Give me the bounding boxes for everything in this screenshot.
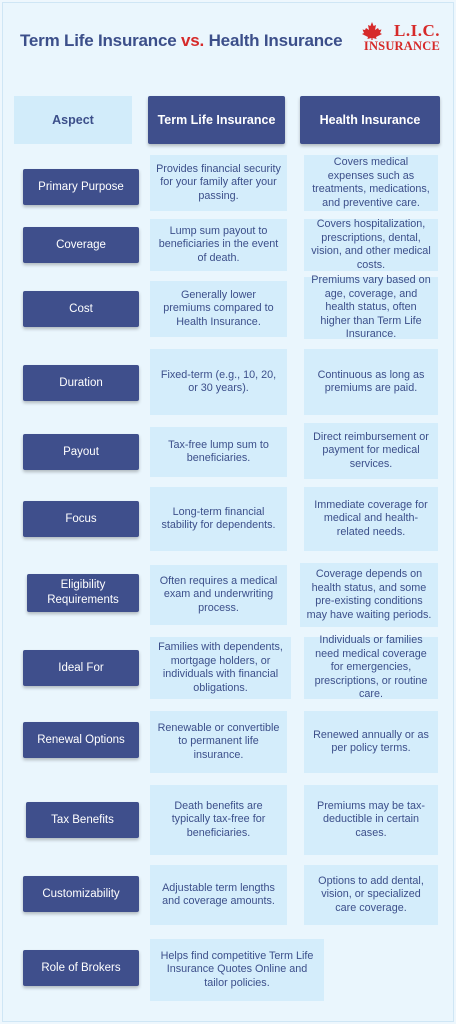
health-cell-cost: Premiums vary based on age, coverage, and health status, often higher than Term Life Insurance.: [304, 277, 438, 339]
term-cell-coverage: Lump sum payout to beneficiaries in the event of death.: [150, 219, 287, 271]
logo-line1: L.I.C.: [394, 21, 440, 40]
row-label-cost: Cost: [23, 291, 139, 327]
health-cell-focus: Immediate coverage for medical and health-related needs.: [304, 487, 438, 551]
health-cell-payout: Direct reimbursement or payment for medical services.: [304, 423, 438, 479]
row-label-tax-benefits: Tax Benefits: [26, 802, 139, 838]
header-term-life: Term Life Insurance: [148, 96, 285, 144]
title-main: Term Life Insurance: [20, 31, 177, 50]
title-second: Health Insurance: [208, 31, 343, 50]
term-cell-eligibility: Often requires a medical exam and underwriting process.: [150, 565, 287, 625]
term-cell-role-of-brokers: Helps find competitive Term Life Insurance Quotes Online and tailor policies.: [150, 939, 324, 1001]
title-vs: vs.: [181, 31, 205, 50]
header-health: Health Insurance: [300, 96, 440, 144]
health-cell-primary-purpose: Covers medical expenses such as treatments, medications, and preventive care.: [304, 155, 438, 211]
term-cell-renewal: Renewable or convertible to permanent life insurance.: [150, 711, 287, 773]
lic-insurance-logo: [362, 22, 440, 56]
page-title: [20, 31, 342, 51]
row-label-primary-purpose: Primary Purpose: [23, 169, 139, 205]
row-label-duration: Duration: [23, 365, 139, 401]
term-cell-cost: Generally lower premiums compared to Health Insurance.: [150, 281, 287, 337]
health-cell-renewal: Renewed annually or as per policy terms.: [304, 711, 438, 773]
term-cell-tax-benefits: Death benefits are typically tax-free for beneficiaries.: [150, 785, 287, 855]
row-label-focus: Focus: [23, 501, 139, 537]
health-cell-tax-benefits: Premiums may be tax-deductible in certain cases.: [304, 785, 438, 855]
term-cell-customizability: Adjustable term lengths and coverage amounts.: [150, 865, 287, 925]
term-cell-duration: Fixed-term (e.g., 10, 20, or 30 years).: [150, 349, 287, 415]
logo-line2: INSURANCE: [363, 39, 440, 53]
row-label-role-of-brokers: Role of Brokers: [23, 950, 139, 986]
row-label-eligibility: Eligibility Requirements: [27, 574, 139, 612]
health-cell-coverage: Covers hospitalization, prescriptions, dental, vision, and other medical costs.: [304, 219, 438, 271]
term-cell-ideal-for: Families with dependents, mortgage holders, or individuals with financial obligations.: [150, 637, 291, 699]
health-cell-duration: Continuous as long as premiums are paid.: [304, 349, 438, 415]
row-label-coverage: Coverage: [23, 227, 139, 263]
term-cell-focus: Long-term financial stability for dependents.: [150, 487, 287, 551]
term-cell-payout: Tax-free lump sum to beneficiaries.: [150, 427, 287, 477]
health-cell-ideal-for: Individuals or families need medical coverage for emergencies, prescriptions, or routine care.: [304, 637, 438, 699]
term-cell-primary-purpose: Provides financial security for your family after your passing.: [150, 155, 287, 211]
row-label-ideal-for: Ideal For: [23, 650, 139, 686]
header-aspect: Aspect: [14, 96, 132, 144]
row-label-payout: Payout: [23, 434, 139, 470]
health-cell-customizability: Options to add dental, vision, or specialized care coverage.: [304, 865, 438, 925]
row-label-renewal: Renewal Options: [23, 722, 139, 758]
row-label-customizability: Customizability: [23, 876, 139, 912]
health-cell-eligibility: Coverage depends on health status, and some pre-existing conditions may have waiting periods.: [300, 563, 438, 627]
